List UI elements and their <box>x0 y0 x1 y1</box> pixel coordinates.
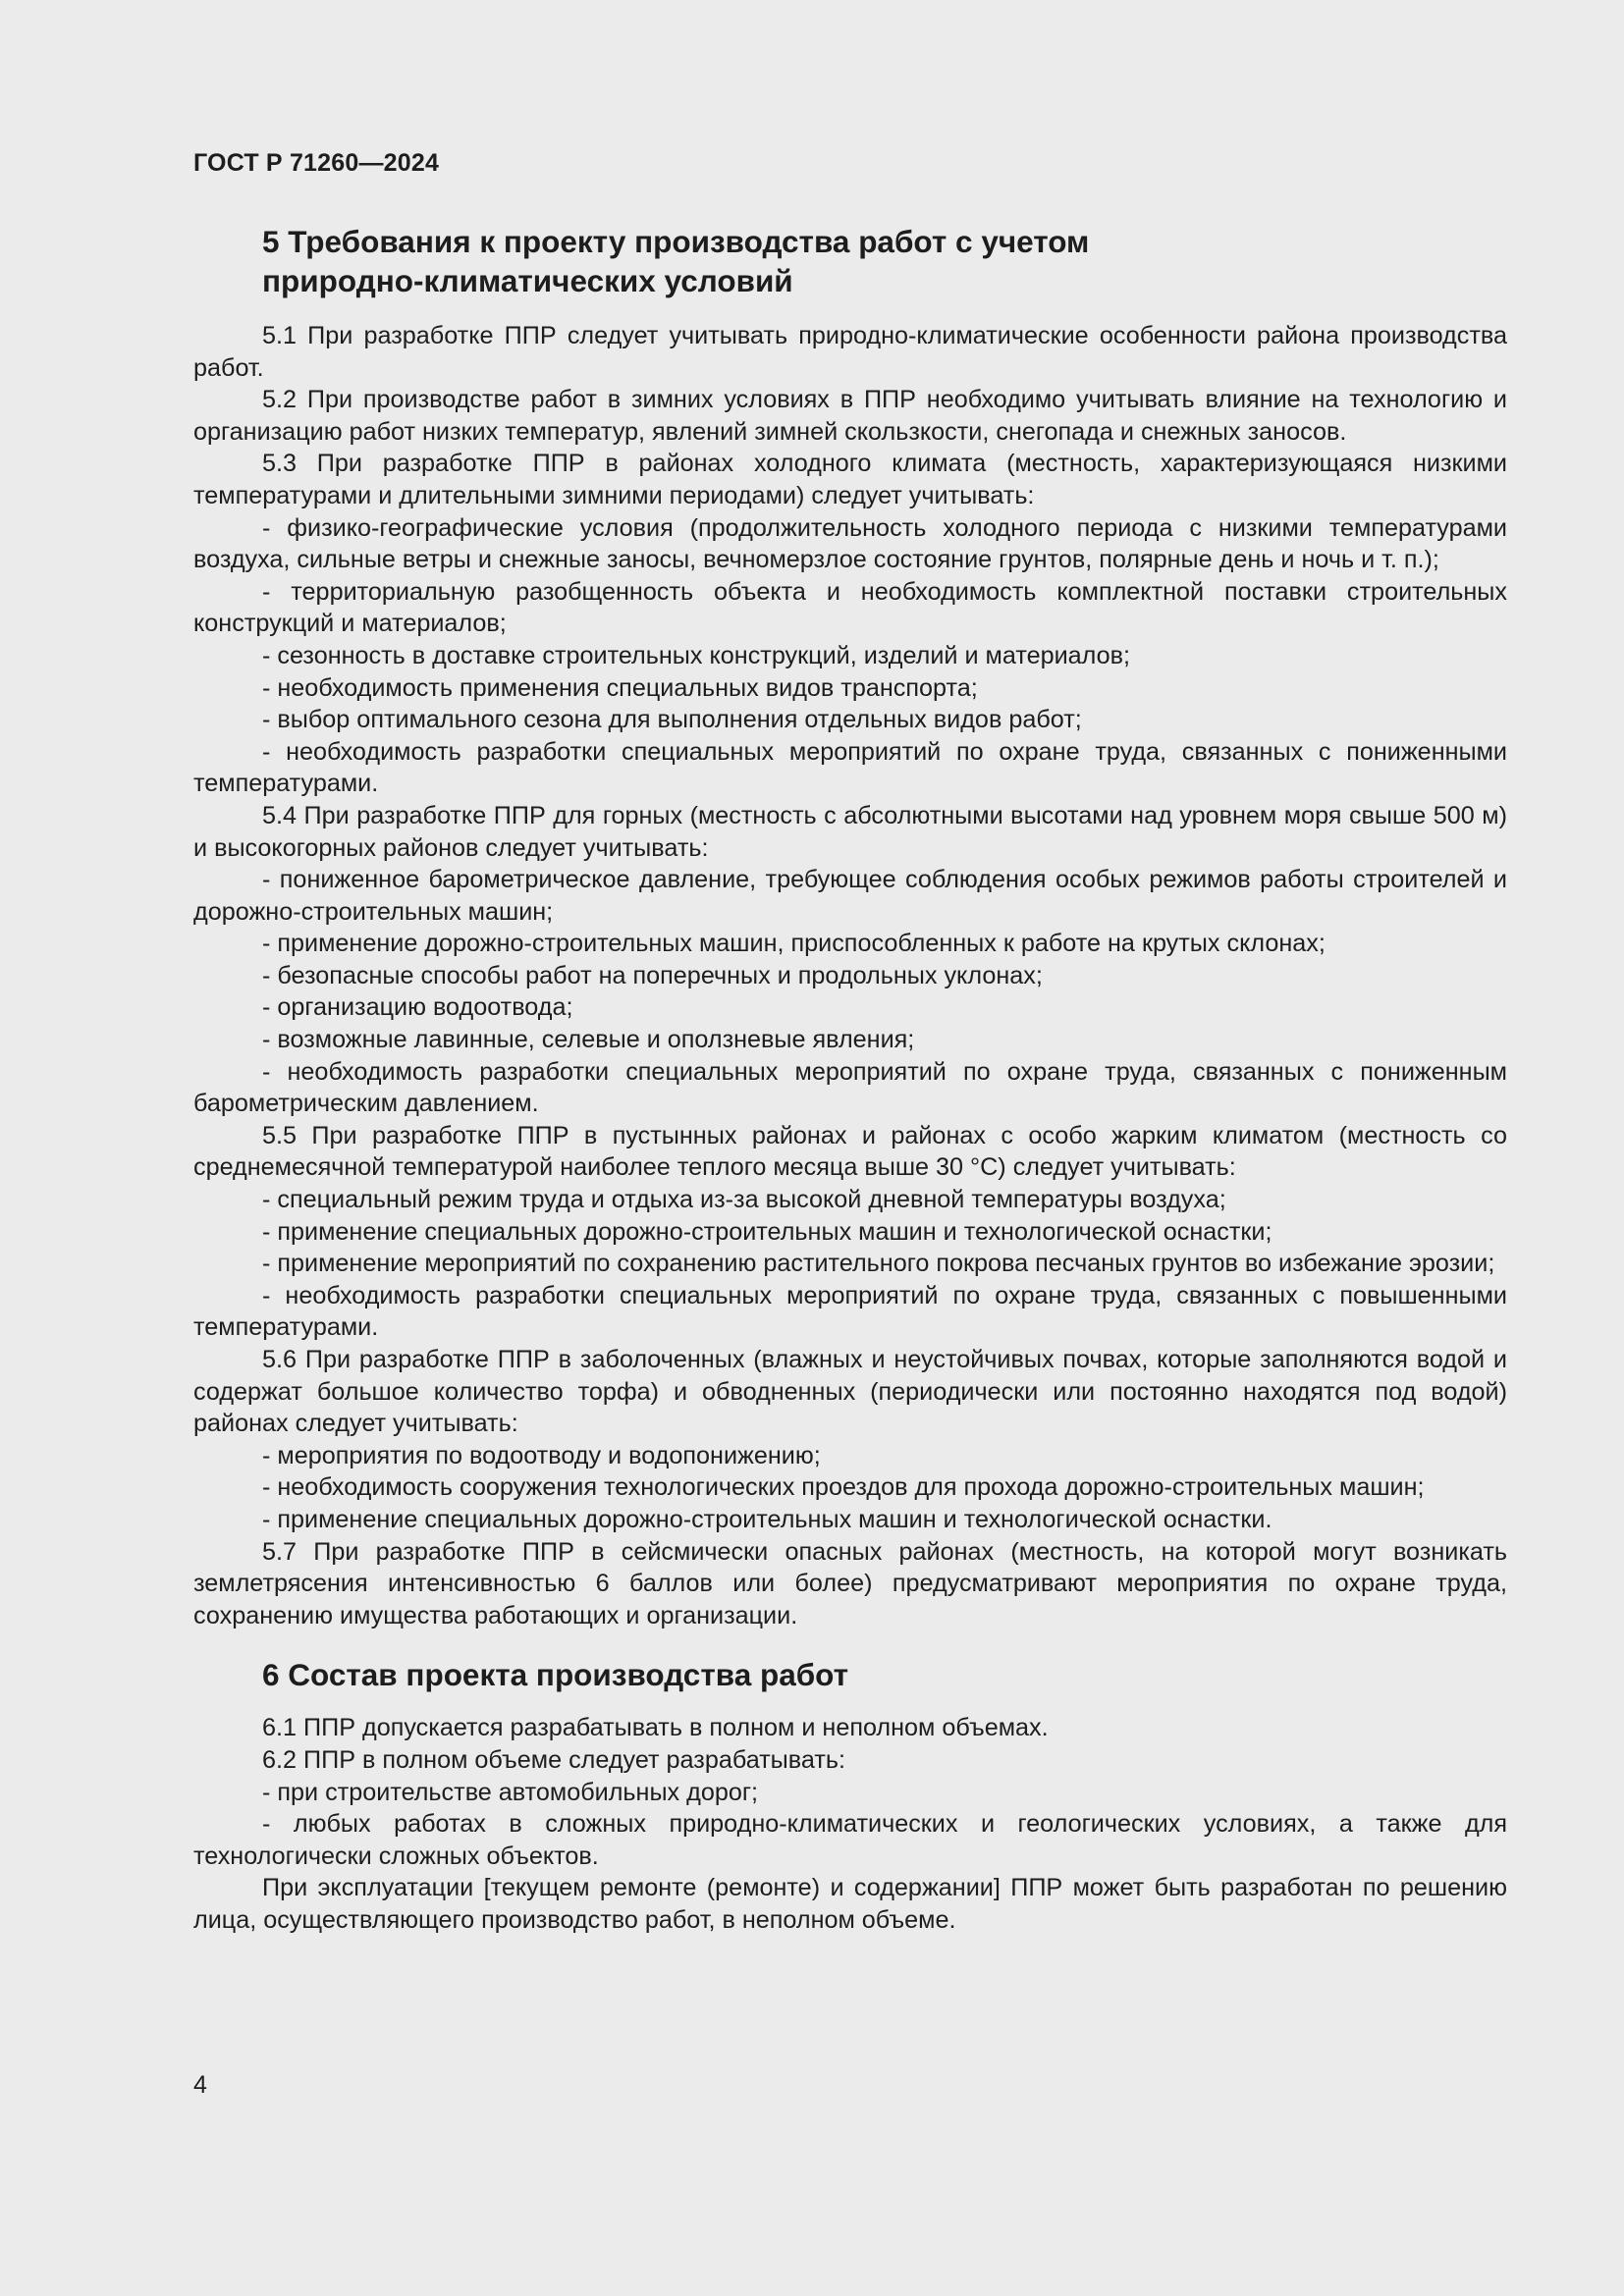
paragraph-5-4: 5.4 При разработке ППР для горных (местность с абсолютными высотами над уровнем моря свыше 500 м) и высокогорных районов следует учитывать: <box>193 801 1507 862</box>
section-5-body <box>193 320 1507 1631</box>
list-item: - выбор оптимального сезона для выполнения отдельных видов работ; <box>262 706 1082 734</box>
section-6-body <box>193 1712 1507 1936</box>
document-code-header: ГОСТ Р 71260—2024 <box>193 149 440 177</box>
section-5-title <box>193 222 1507 300</box>
list-item: - применение дорожно-строительных машин, приспособленных к работе на крутых склонах; <box>262 930 1326 958</box>
list-item: - необходимость сооружения технологических проездов для прохода дорожно-строительных машин; <box>262 1473 1425 1502</box>
paragraph-5-2: 5.2 При производстве работ в зимних условиях в ППР необходимо учитывать влияние на технологию и организацию работ низких температур, явлений зимней скользкости, снегопада и снежных заносов. <box>193 386 1507 446</box>
document-body <box>193 222 1507 1937</box>
list-item: - любых работах в сложных природно-климатических и геологических условиях, а также для технологически сложных объектов. <box>193 1810 1507 1870</box>
list-item: - безопасные способы работ на поперечных и продольных уклонах; <box>262 961 1043 989</box>
list-item: - территориальную разобщенность объекта и необходимость комплектной поставки строительных конструкций и материалов; <box>193 577 1507 638</box>
list-item: - применение мероприятий по сохранению растительного покрова песчаных грунтов во избежание эрозии; <box>262 1250 1495 1278</box>
section-6-title: 6 Состав проекта производства работ <box>262 1657 849 1693</box>
list-item: - физико-географические условия (продолжительность холодного периода с низкими температурами воздуха, сильные ветры и снежные заносы, вечномерзлое состояние грунтов, полярные день и ночь и т. п.); <box>193 513 1507 574</box>
paragraph-5-3: 5.3 При разработке ППР в районах холодного климата (местность, характеризующаяся низкими температурами и длительными зимними периодами) следует учитывать: <box>193 450 1507 509</box>
paragraph-6-note: При эксплуатации [текущем ремонте (ремонте) и содержании] ППР может быть разработан по решению лица, осуществляющего производство работ, в неполном объеме. <box>193 1874 1507 1934</box>
list-item: - необходимость разработки специальных мероприятий по охране труда, связанных с повышенными температурами. <box>193 1281 1507 1342</box>
paragraph-5-7: 5.7 При разработке ППР в сейсмически опасных районах (местность, на которой могут возникать землетрясения интенсивностью 6 баллов или более) предусматривают мероприятия по охране труда, сохранению имущества работающих и организации. <box>193 1537 1507 1629</box>
list-item: - сезонность в доставке строительных конструкций, изделий и материалов; <box>262 641 1131 669</box>
section-5-title-line-2: природно-климатических условий <box>262 263 793 298</box>
list-item: - пониженное барометрическое давление, требующее соблюдения особых режимов работы строителей и дорожно-строительных машин; <box>193 866 1507 926</box>
list-item: - при строительстве автомобильных дорог; <box>262 1778 759 1806</box>
list-item: - применение специальных дорожно-строительных машин и технологической оснастки. <box>262 1505 1272 1533</box>
paragraph-5-5: 5.5 При разработке ППР в пустынных районах и районах с особо жарким климатом (местность со среднемесячной температурой наиболее теплого месяца выше 30 °C) следует учитывать: <box>193 1121 1507 1182</box>
list-item: - возможные лавинные, селевые и оползневые явления; <box>262 1026 915 1054</box>
list-item: - мероприятия по водоотводу и водопонижению; <box>262 1441 821 1469</box>
list-item: - необходимость разработки специальных мероприятий по охране труда, связанных с пониженным барометрическим давлением. <box>193 1057 1507 1118</box>
paragraph-5-1: 5.1 При разработке ППР следует учитывать природно-климатические особенности района производства работ. <box>193 322 1507 382</box>
list-item: - необходимость разработки специальных мероприятий по охране труда, связанных с пониженными температурами. <box>193 737 1507 798</box>
list-item: - организацию водоотвода; <box>262 993 573 1022</box>
page-number: 4 <box>193 2071 207 2099</box>
paragraph-5-6: 5.6 При разработке ППР в заболоченных (влажных и неустойчивых почвах, которые заполняются водой и содержат большое количество торфа) и обводненных (периодически или постоянно находятся под водой) районах следует учитывать: <box>193 1346 1507 1438</box>
section-5-title-line-1: 5 Требования к проекту производства работ с учетом <box>262 224 1090 259</box>
list-item: - применение специальных дорожно-строительных машин и технологической оснастки; <box>262 1217 1272 1246</box>
paragraph-6-2: 6.2 ППР в полном объеме следует разрабатывать: <box>262 1745 845 1774</box>
list-item: - необходимость применения специальных видов транспорта; <box>262 673 978 702</box>
paragraph-6-1: 6.1 ППР допускается разрабатывать в полном и неполном объемах. <box>262 1714 1049 1742</box>
list-item: - специальный режим труда и отдыха из-за высокой дневной температуры воздуха; <box>262 1186 1226 1214</box>
